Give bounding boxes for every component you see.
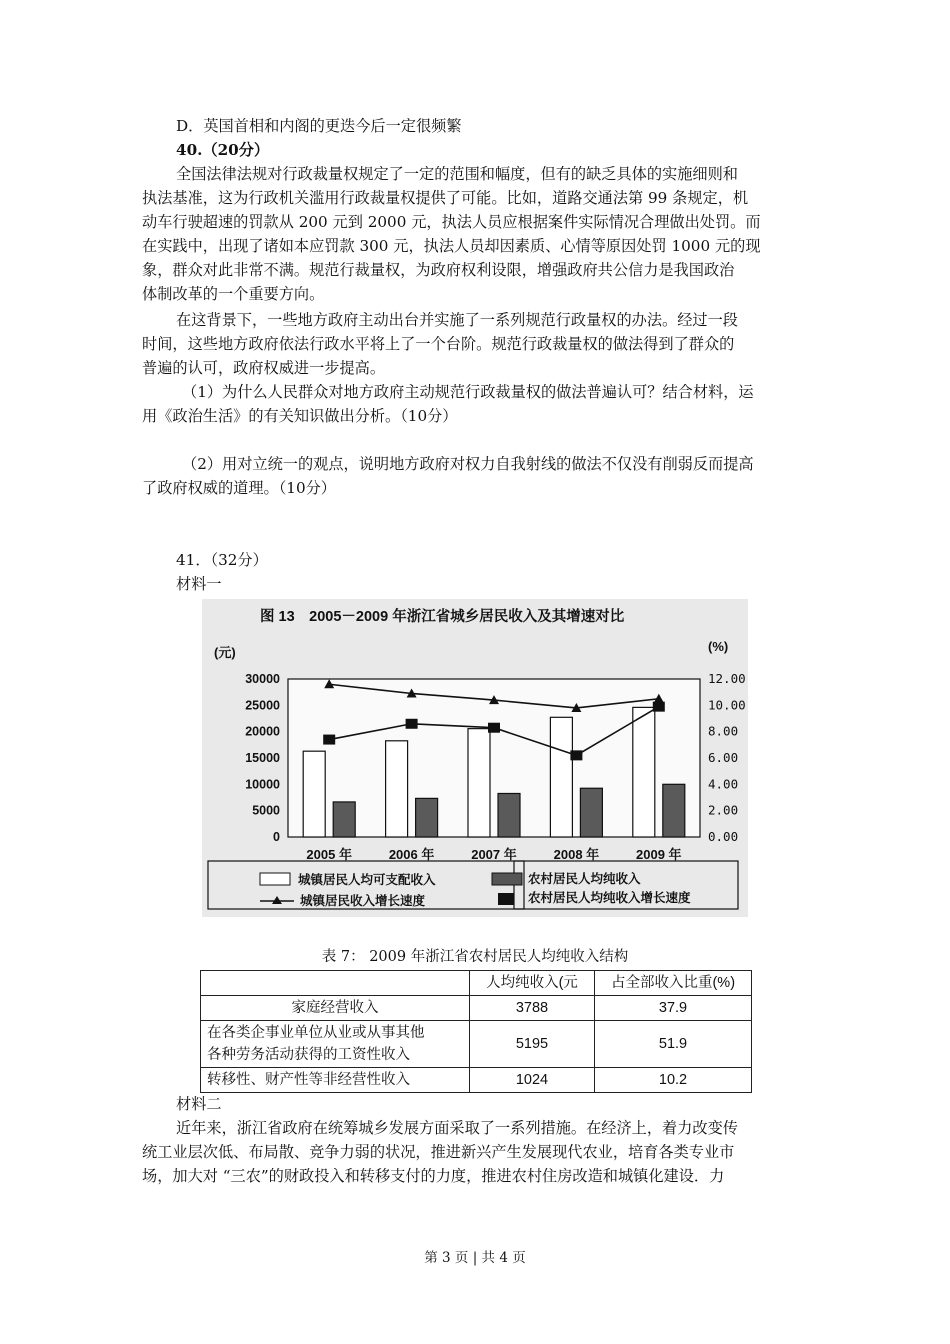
q40-para1-line: 在实践中，出现了诸如本应罚款 300 元，执法人员却因素质、心情等原因处罚 1000 元的现 <box>142 237 761 255</box>
material1-label: 材料一 <box>176 575 222 593</box>
table7-row-label <box>201 1021 470 1068</box>
rural-growth-point <box>406 719 418 729</box>
q40-para1-line: 执法基准，这为行政机关滥用行政裁量权提供了可能。比如，道路交通法第 99 条规定，机 <box>142 189 749 207</box>
x-tick-label: 2006 年 <box>388 847 435 862</box>
q40-heading: 40.（20分） <box>176 141 270 159</box>
urban-income-bar <box>633 707 655 837</box>
rural-growth-point <box>653 702 665 712</box>
legend-rural-growth: 农村居民人均纯收入增长速度 <box>528 891 691 905</box>
rural-income-bar <box>663 784 685 837</box>
right-axis-unit: (%) <box>708 639 729 654</box>
table-row <box>201 1068 752 1093</box>
material2-label: 材料二 <box>176 1095 222 1113</box>
left-tick-label: 25000 <box>245 698 280 713</box>
right-tick-label: 8.00 <box>708 723 739 739</box>
right-tick-label: 6.00 <box>708 750 739 765</box>
urban-income-bar <box>550 717 572 837</box>
q40-para2-line: 在这背景下，一些地方政府主动出台并实施了一系列规范行政量权的办法。经过一段 <box>176 311 738 329</box>
urban-income-bar <box>303 751 325 837</box>
chart-title: 图 13 2005－2009 年浙江省城乡居民收入及其增速对比 <box>260 609 625 625</box>
material2-line: 近年来，浙江省政府在统筹城乡发展方面采取了一系列措施。在经济上，着力改变传 <box>176 1119 738 1137</box>
legend-urban-income: 城镇居民人均可支配收入 <box>298 873 436 887</box>
q41-heading: 41．（32分） <box>176 551 268 569</box>
legend-rural-income: 农村居民人均纯收入 <box>528 872 641 886</box>
right-tick-label: 12.00 <box>708 671 746 686</box>
legend-swatch-rural-line <box>498 893 514 905</box>
rural-growth-point <box>488 723 500 733</box>
rural-growth-point <box>570 750 582 760</box>
left-tick-label: 20000 <box>245 724 280 739</box>
left-tick-label: 15000 <box>245 751 280 765</box>
q40-sub2-line: （2）用对立统一的观点，说明地方政府对权力自我射线的做法不仅没有削弱反而提高 <box>182 455 754 473</box>
table7-row-income: 3788 <box>470 996 595 1021</box>
q40-para1-line: 动车行驶超速的罚款从 200 元到 2000 元，执法人员应根据案件实际情况合理做出处罚。而 <box>142 213 761 231</box>
table7-row-label: 转移性、财产性等非经营性收入 <box>201 1068 470 1093</box>
material2-line: 统工业层次低、布局散、竞争力弱的状况，推进新兴产生发展现代农业，培育各类专业市 <box>142 1143 735 1161</box>
q40-sub2-line: 了政府权威的道理。（10分） <box>142 479 336 497</box>
q40-para1-line: 象，群众对此非常不满。规范行裁量权，为政府权利设限，增强政府共公信力是我国政治 <box>142 261 735 279</box>
left-tick-label: 0 <box>273 830 280 844</box>
rural-income-bar <box>580 788 602 837</box>
rural-income-bar <box>333 802 355 837</box>
table7-row-share: 10.2 <box>595 1068 752 1093</box>
q40-para2-line: 普遍的认可，政府权威进一步提高。 <box>142 359 385 377</box>
left-tick-label: 10000 <box>245 777 280 792</box>
legend-swatch-urban-marker <box>272 896 282 904</box>
urban-income-bar <box>468 729 490 837</box>
page-footer: 第 3 页 | 共 4 页 <box>424 1250 526 1266</box>
urban-income-bar <box>386 741 408 837</box>
table7 <box>200 970 752 1093</box>
q40-para1-line: 全国法律法规对行政裁量权规定了一定的范围和幅度，但有的缺乏具体的实施细则和 <box>176 165 738 183</box>
left-axis-unit: (元) <box>214 645 236 660</box>
table7-row-income: 1024 <box>470 1068 595 1093</box>
q39-option-d: D．英国首相和内阁的更迭今后一定很频繁 <box>176 117 462 135</box>
legend-swatch-urban-bar <box>260 873 290 885</box>
table-row <box>201 996 752 1021</box>
table7-header-cell: 人均纯收入(元 <box>470 971 595 996</box>
income-chart-svg <box>202 599 748 917</box>
table-row <box>201 1021 752 1068</box>
left-tick-label: 30000 <box>245 672 280 686</box>
rural-income-bar <box>498 793 520 837</box>
table7-row-label-line: 各种劳务活动获得的工资性收入 <box>207 1047 410 1063</box>
material2-line: 场，加大对 “三农”的财政投入和转移支付的力度，推进农村住房改造和城镇化建设．力 <box>142 1167 725 1185</box>
legend-swatch-rural-bar <box>492 873 522 885</box>
x-tick-label: 2009 年 <box>636 847 682 862</box>
legend-urban-growth: 城镇居民收入增长速度 <box>300 894 426 908</box>
right-tick-label: 0.00 <box>708 829 739 844</box>
table7-caption: 表 7： 2009 年浙江省农村居民人均纯收入结构 <box>321 949 629 965</box>
q40-para1-line: 体制改革的一个重要方向。 <box>142 285 325 303</box>
table7-header-row <box>201 971 752 996</box>
x-tick-label: 2005 年 <box>306 847 352 862</box>
x-tick-label: 2007 年 <box>471 847 517 862</box>
rural-growth-point <box>323 735 335 745</box>
table7-row-income: 5195 <box>470 1021 595 1068</box>
table7-row-label-line: 在各类企事业单位从业或从事其他 <box>207 1025 425 1041</box>
q40-para2-line: 时间，这些地方政府依法行政水平将上了一个台阶。规范行政裁量权的做法得到了群众的 <box>142 335 735 353</box>
right-tick-label: 10.00 <box>708 697 746 713</box>
table7-row-share: 51.9 <box>595 1021 752 1068</box>
right-tick-label: 4.00 <box>708 776 739 792</box>
table7-header-cell: 占全部收入比重(%) <box>595 971 752 996</box>
table7-row-label: 家庭经营收入 <box>201 996 470 1021</box>
table7-header-cell <box>201 971 470 996</box>
table7-row-share: 37.9 <box>595 996 752 1021</box>
x-tick-label: 2008 年 <box>553 847 600 862</box>
income-chart <box>202 599 748 917</box>
q40-sub1-line: （1）为什么人民群众对地方政府主动规范行政裁量权的做法普遍认可？结合材料，运 <box>182 383 754 401</box>
q40-sub1-line: 用《政治生活》的有关知识做出分析。（10分） <box>142 407 458 425</box>
right-tick-label: 2.00 <box>708 802 739 818</box>
left-tick-label: 5000 <box>252 803 280 818</box>
rural-income-bar <box>416 798 438 837</box>
